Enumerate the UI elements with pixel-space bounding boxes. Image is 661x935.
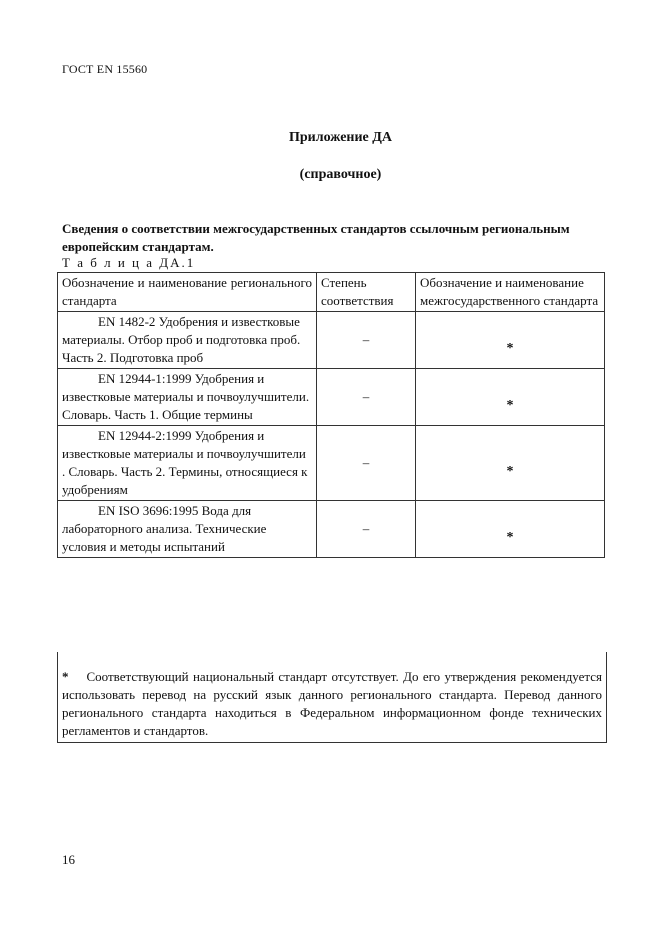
document-code: ГОСТ EN 15560 — [62, 62, 148, 76]
footnote-marker: * — [506, 397, 514, 413]
table-row — [58, 369, 605, 426]
footnote-asterisk: * — [62, 669, 69, 684]
interstate-cell — [416, 369, 605, 426]
footnote-marker: * — [506, 463, 514, 479]
table-row — [58, 426, 605, 501]
table-row — [58, 501, 605, 558]
regional-standard-cell: EN 12944-1:1999 Удобрения и известковые материалы и почвоулучшители. Словарь. Часть 1. Общие термины — [58, 369, 317, 426]
correspondence-table — [57, 272, 605, 558]
regional-standard-cell: EN ISO 3696:1995 Вода для лабораторного анализа. Технические условия и методы испытаний — [58, 501, 317, 558]
regional-standard-cell: EN 12944-2:1999 Удобрения и известковые материалы и почвоулучшители . Словарь. Часть 2. Термины, относящиеся к удобрениям — [58, 426, 317, 501]
table-row — [58, 312, 605, 369]
regional-standard-cell: EN 1482-2 Удобрения и известковые материалы. Отбор проб и подготовка проб. Часть 2. Подготовка проб — [58, 312, 317, 369]
table-label: Т а б л и ц а ДА.1 — [62, 255, 196, 270]
header-interstate-standard: Обозначение и наименование межгосударственного стандарта — [416, 273, 605, 312]
table-footnote — [57, 652, 607, 743]
interstate-cell — [416, 426, 605, 501]
degree-cell: – — [317, 501, 416, 558]
appendix-title: Приложение ДА — [288, 130, 393, 145]
intro-paragraph: Сведения о соответствии межгосударственных стандартов ссылочным региональным европейским стандартам. — [62, 221, 570, 254]
degree-cell: – — [317, 426, 416, 501]
table-header-row — [58, 273, 605, 312]
footnote-marker: * — [506, 529, 514, 545]
interstate-cell — [416, 501, 605, 558]
page-number: 16 — [62, 852, 75, 867]
footnote-marker: * — [506, 340, 514, 356]
footnote-text: Соответствующий национальный стандарт отсутствует. До его утверждения рекомендуется использовать перевод на русский язык данного регионального стандарта. Перевод данного регионального стандарта находиться в Федеральном информационном фонде технических регламентов и стандартов. — [62, 669, 602, 738]
header-regional-standard: Обозначение и наименование регионального стандарта — [58, 273, 317, 312]
header-degree: Степень соответствия — [317, 273, 416, 312]
interstate-cell — [416, 312, 605, 369]
degree-cell: – — [317, 369, 416, 426]
appendix-subtitle: (справочное) — [299, 167, 382, 182]
degree-cell: – — [317, 312, 416, 369]
